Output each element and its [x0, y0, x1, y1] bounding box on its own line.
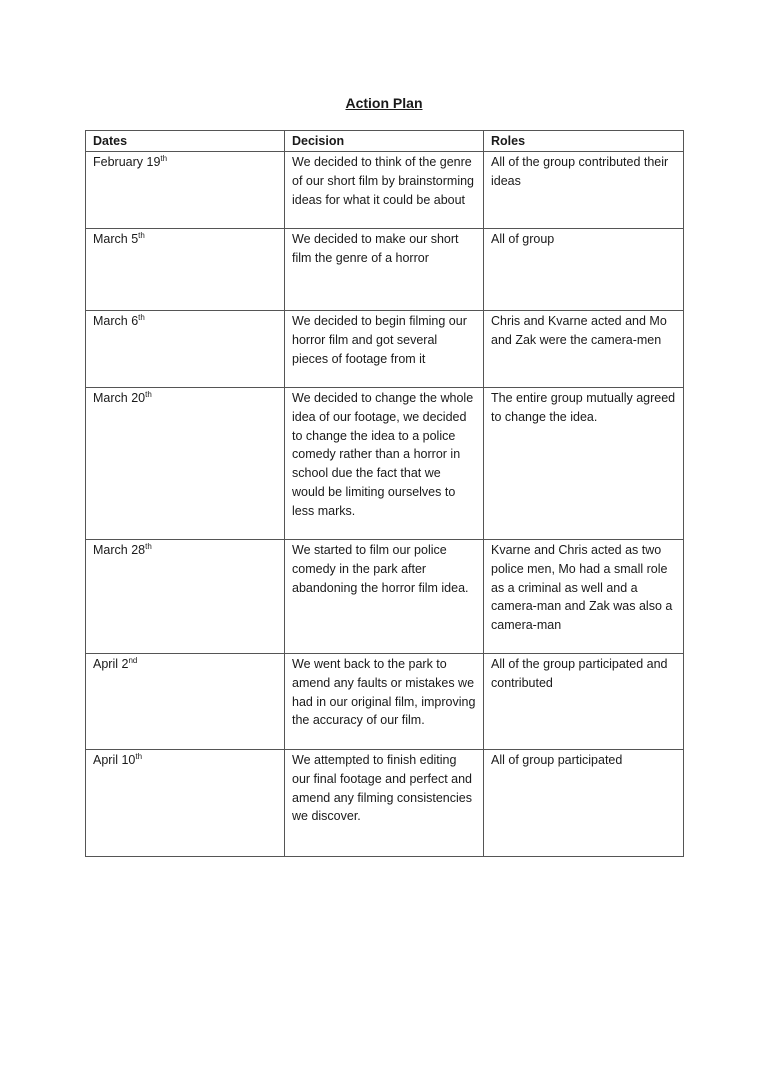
decision-cell: We attempted to finish editing our final footage and perfect and amend any filming consistencies we discover. — [285, 750, 484, 857]
roles-cell: All of group — [484, 229, 684, 311]
decision-cell: We decided to change the whole idea of our footage, we decided to change the idea to a police comedy rather than a horror in school due the fact that we would be limiting ourselves to less marks. — [285, 388, 484, 540]
roles-cell: All of the group contributed their ideas — [484, 152, 684, 229]
date-cell: February 19th — [86, 152, 285, 229]
table-row — [86, 540, 684, 654]
roles-cell: The entire group mutually agreed to change the idea. — [484, 388, 684, 540]
roles-cell: Kvarne and Chris acted as two police men, Mo had a small role as a criminal as well and a camera-man and Zak was also a camera-man — [484, 540, 684, 654]
table-row — [86, 229, 684, 311]
date-cell: March 6th — [86, 311, 285, 388]
decision-cell: We decided to think of the genre of our short film by brainstorming ideas for what it could be about — [285, 152, 484, 229]
header-roles: Roles — [484, 131, 684, 152]
header-dates: Dates — [86, 131, 285, 152]
date-cell: March 20th — [86, 388, 285, 540]
decision-cell: We went back to the park to amend any faults or mistakes we had in our original film, improving the accuracy of our film. — [285, 654, 484, 750]
roles-cell: Chris and Kvarne acted and Mo and Zak were the camera-men — [484, 311, 684, 388]
table-row — [86, 388, 684, 540]
table-row — [86, 311, 684, 388]
table-row — [86, 750, 684, 857]
header-decision: Decision — [285, 131, 484, 152]
table-row — [86, 654, 684, 750]
page-title: Action Plan — [345, 95, 423, 111]
table-row — [86, 152, 684, 229]
roles-cell: All of group participated — [484, 750, 684, 857]
action-plan-table — [85, 130, 684, 857]
date-cell: April 10th — [86, 750, 285, 857]
date-cell: March 28th — [86, 540, 285, 654]
decision-cell: We started to film our police comedy in the park after abandoning the horror film idea. — [285, 540, 484, 654]
decision-cell: We decided to begin filming our horror film and got several pieces of footage from it — [285, 311, 484, 388]
decision-cell: We decided to make our short film the genre of a horror — [285, 229, 484, 311]
date-cell: March 5th — [86, 229, 285, 311]
roles-cell: All of the group participated and contributed — [484, 654, 684, 750]
date-cell: April 2nd — [86, 654, 285, 750]
table-header-row — [86, 131, 684, 152]
